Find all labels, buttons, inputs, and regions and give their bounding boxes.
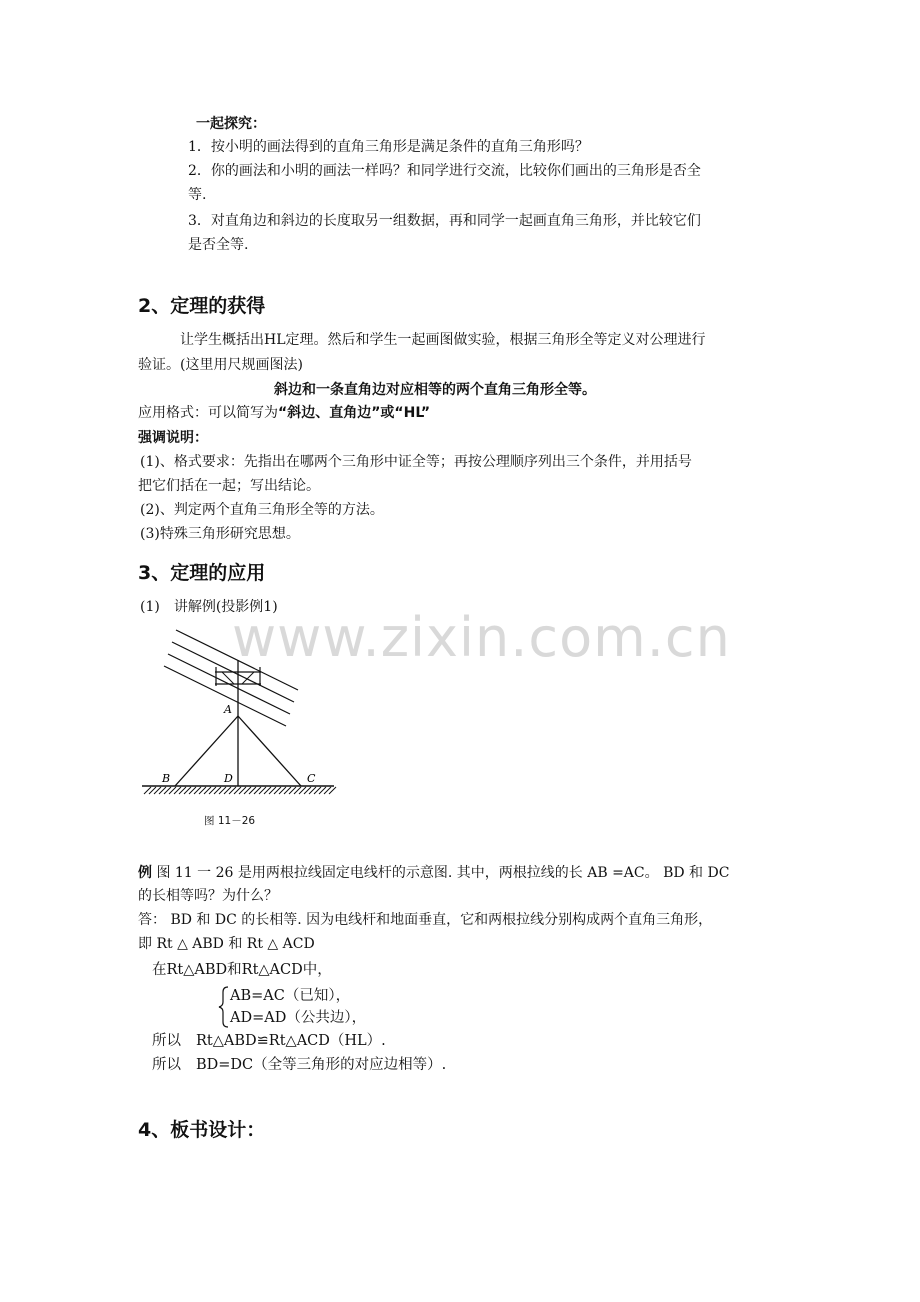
explore-item-1: 1．按小明的画法得到的直角三角形是满足条件的直角三角形吗？ <box>188 139 589 155</box>
explore-item-2-cont: 等. <box>188 187 207 203</box>
brace-right <box>242 672 254 684</box>
format-prefix: 应用格式：可以简写为 <box>138 405 278 421</box>
emphasis-title: 强调说明： <box>138 430 208 446</box>
emphasis-1: (1)、格式要求：先指出在哪两个三角形中证全等；再按公理顺序列出三个条件，并用括号 <box>140 454 692 470</box>
proof-condition-1: AB=AC（已知）， <box>230 988 351 1004</box>
emphasis-3: (3)特殊三角形研究思想。 <box>140 526 300 542</box>
proof-so-2-label: 所以 <box>152 1057 181 1073</box>
section-4-title: 4、板书设计： <box>138 1119 266 1141</box>
section-3-title: 3、定理的应用 <box>138 562 266 584</box>
brace-left <box>222 672 234 684</box>
example-line1 <box>138 863 729 883</box>
proof-intro: 在Rt△ABD和Rt△ACD中， <box>152 962 332 978</box>
explore-item-2: 2．你的画法和小明的画法一样吗？和同学进行交流，比较你们画出的三角形是否全 <box>188 163 701 179</box>
proof-conclusion-1: Rt△ABD≌Rt△ACD（HL）. <box>196 1033 386 1049</box>
proof-condition-2: AD=AD（公共边）， <box>230 1010 367 1026</box>
format-hl: “斜边、直角边”或“HL” <box>278 405 431 421</box>
guy-wire-ac <box>238 716 301 786</box>
example-bold-label: 例 <box>138 865 152 881</box>
emphasis-2: (2)、判定两个直角三角形全等的方法。 <box>140 502 384 518</box>
explore-item-3-cont: 是否全等. <box>188 237 249 253</box>
format-line <box>138 403 430 423</box>
point-a-label: A <box>224 703 232 716</box>
ground-hatching <box>144 787 336 794</box>
emphasis-1-cont: 把它们括在一起；写出结论。 <box>138 478 320 494</box>
point-b-label: B <box>162 772 171 785</box>
explore-heading: 一起探究： <box>196 116 266 132</box>
theorem-statement: 斜边和一条直角边对应相等的两个直角三角形全等。 <box>274 382 596 398</box>
figure-caption: 图 11－26 <box>204 815 256 827</box>
proof-conclusion-2: BD=DC（全等三角形的对应边相等）. <box>196 1057 447 1073</box>
section-2-para-line1: 让学生概括出HL定理。然后和学生一起画图做实验，根据三角形全等定义对公理进行 <box>180 332 706 348</box>
section-2-title: 2、定理的获得 <box>138 295 266 317</box>
example-line2: 的长相等吗？为什么？ <box>138 888 278 904</box>
proof-so-1-label: 所以 <box>152 1033 181 1049</box>
point-c-label: C <box>307 772 316 785</box>
answer-line1: 答： BD 和 DC 的长相等. 因为电线杆和地面垂直，它和两根拉线分别构成两个直角三角形， <box>138 912 713 928</box>
answer-line2: 即 Rt △ ABD 和 Rt △ ACD <box>138 936 315 952</box>
example-label: (1) 讲解例(投影例1) <box>140 599 278 615</box>
utility-pole-figure <box>138 622 343 812</box>
point-d-label: D <box>224 772 233 785</box>
explore-item-3: 3．对直角边和斜边的长度取另一组数据，再和同学一起画直角三角形，并比较它们 <box>188 213 701 229</box>
watermark: www.zixin.com.cn <box>232 606 731 669</box>
example-text: 图 11 一 26 是用两根拉线固定电线杆的示意图. 其中，两根拉线的长 AB =AC。 BD 和 DC <box>152 865 730 881</box>
left-brace-symbol <box>218 986 230 1028</box>
section-2-para-line2: 验证。(这里用尺规画图法) <box>138 357 303 373</box>
